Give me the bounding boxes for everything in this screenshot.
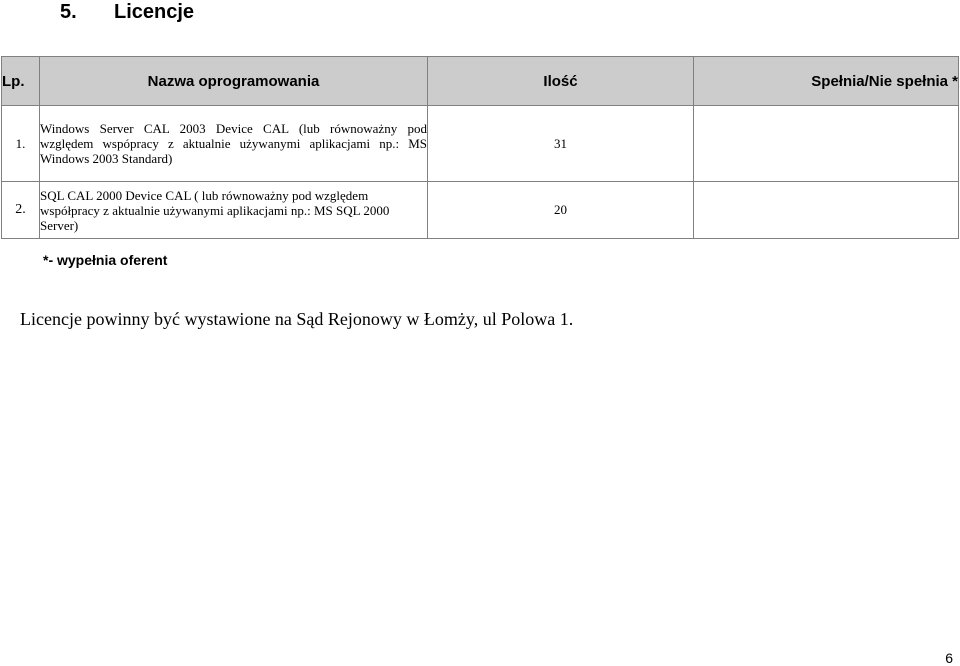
row-lp: 2. xyxy=(2,182,40,239)
license-statement: Licencje powinny być wystawione na Sąd Rejonowy w Łomży, ul Polowa 1. xyxy=(20,309,574,329)
section-title: Licencje xyxy=(114,1,195,23)
section-number: 5. xyxy=(60,1,77,23)
row-compliance[interactable] xyxy=(694,106,959,182)
page-number: 6 xyxy=(945,650,953,666)
row-compliance[interactable] xyxy=(694,182,959,239)
license-table xyxy=(1,56,959,239)
row-quantity: 31 xyxy=(428,106,694,182)
table-header-row xyxy=(2,57,959,106)
row-quantity: 20 xyxy=(428,182,694,239)
table-row xyxy=(2,182,959,239)
row-lp: 1. xyxy=(2,106,40,182)
section-heading xyxy=(60,0,194,24)
row-name: Windows Server CAL 2003 Device CAL (lub równoważny pod względem wspópracy z aktualnie używanymi aplikacjami np.: MS Windows 2003 Standard) xyxy=(40,106,428,182)
row-name: SQL CAL 2000 Device CAL ( lub równoważny pod względem współpracy z aktualnie używanymi aplikacjami np.: MS SQL 2000 Server) xyxy=(40,182,428,239)
footnote: *- wypełnia oferent xyxy=(43,252,168,268)
header-quantity: Ilość xyxy=(428,57,694,106)
header-lp: Lp. xyxy=(2,57,40,106)
header-compliance: Spełnia/Nie spełnia * xyxy=(694,57,959,106)
table-row xyxy=(2,106,959,182)
header-name: Nazwa oprogramowania xyxy=(40,57,428,106)
